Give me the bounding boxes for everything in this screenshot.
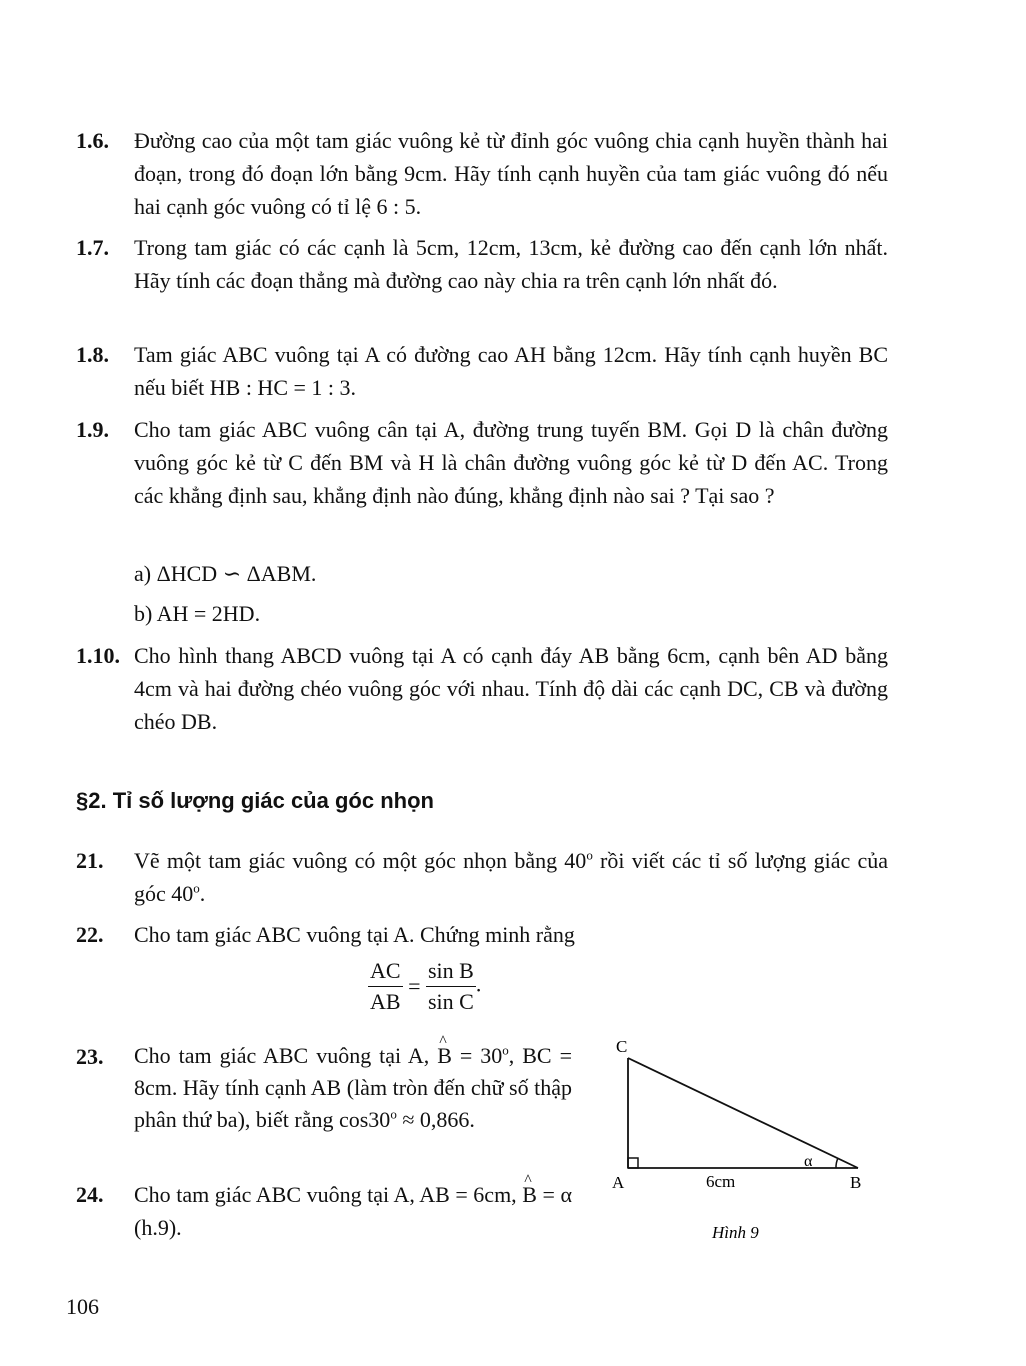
problem-text: Vẽ một tam giác vuông có một góc nhọn bằng 40$^o$ rồi viết các tỉ số lượng giác của góc 40$^o$.	[134, 847, 888, 906]
problem-text: Tam giác ABC vuông tại A có đường cao AH bằng 12cm. Hãy tính cạnh huyền BC nếu biết HB : HC = 1 : 3.	[134, 342, 888, 400]
right-angle-mark	[628, 1158, 638, 1168]
formula: $\frac{AC}{AB}$ = $\frac{\text{sin B}}{\text{sin C}}$ .	[370, 958, 482, 1014]
problem-text: Trong tam giác có các cạnh là 5cm, 12cm, 13cm, kẻ đường cao đến cạnh lớn nhất. Hãy tính các đoạn thẳng mà đường cao này chia ra trên cạnh lớn nhất đó.	[134, 235, 888, 293]
figure-caption: Hình 9	[712, 1223, 759, 1242]
problem-number: 1.6.	[76, 128, 109, 153]
problem-number: 24.	[76, 1182, 104, 1207]
problem-number: 21.	[76, 848, 104, 873]
problem-number: 1.8.	[76, 342, 109, 367]
angle-label: α	[804, 1153, 813, 1170]
label-c: C	[616, 1037, 628, 1056]
problem-text: Cho tam giác ABC vuông tại A, AB = 6cm, ^ B = α (h.9).	[134, 1178, 572, 1244]
label-b: B	[850, 1173, 862, 1192]
problem-number: 1.9.	[76, 417, 109, 442]
problem-number: 1.10.	[76, 643, 120, 668]
problem-1-6	[76, 124, 888, 223]
section-title: §2. Tỉ số lượng giác của góc nhọn	[76, 788, 434, 813]
problem-22	[76, 918, 888, 951]
problem-23	[76, 1040, 572, 1136]
statement-a: a) ΔHCD ∽ ΔABM.	[134, 561, 317, 586]
label-a: A	[612, 1173, 625, 1192]
side-label: 6cm	[706, 1172, 736, 1191]
triangle-figure	[600, 1030, 900, 1270]
problem-21	[76, 844, 888, 910]
problem-text: Cho tam giác ABC vuông tại A. Chứng minh rằng	[134, 922, 575, 947]
problem-number: 1.7.	[76, 235, 109, 260]
problem-1-9	[76, 413, 888, 512]
angle-arc	[836, 1158, 838, 1168]
problem-number: 22.	[76, 922, 104, 947]
problem-text: Cho tam giác ABC vuông cân tại A, đường trung tuyến BM. Gọi D là chân đường vuông góc kẻ từ C đến BM và H là chân đường vuông góc kẻ từ D đến AC. Trong các khẳng định sau, khẳng định nào đúng, khẳng định nào sai ? Tại sao ?	[134, 417, 888, 508]
problem-1-8	[76, 338, 888, 404]
side-cb	[628, 1058, 858, 1168]
problem-24	[76, 1178, 572, 1244]
page-number: 106	[66, 1294, 99, 1319]
problem-text: Đường cao của một tam giác vuông kẻ từ đỉnh góc vuông chia cạnh huyền thành hai đoạn, trong đó đoạn lớn bằng 9cm. Hãy tính cạnh huyền của tam giác vuông đó nếu hai cạnh góc vuông có tỉ lệ 6 : 5.	[134, 128, 888, 219]
problem-1-10	[76, 639, 888, 738]
statement-b: b) AH = 2HD.	[134, 601, 261, 626]
problem-1-7	[76, 231, 888, 297]
problem-number: 23.	[76, 1044, 104, 1069]
problem-text: Cho hình thang ABCD vuông tại A có cạnh đáy AB bằng 6cm, cạnh bên AD bằng 4cm và hai đường chéo vuông góc với nhau. Tính độ dài các cạnh DC, CB và đường chéo DB.	[134, 643, 888, 734]
problem-text: Cho tam giác ABC vuông tại A, ^ $B = 30^o$, BC = 8cm. Hãy tính cạnh AB (làm tròn đến chữ số thập phân thứ ba), biết rằng $\cos 30^o \approx 0,866$.	[134, 1040, 572, 1136]
